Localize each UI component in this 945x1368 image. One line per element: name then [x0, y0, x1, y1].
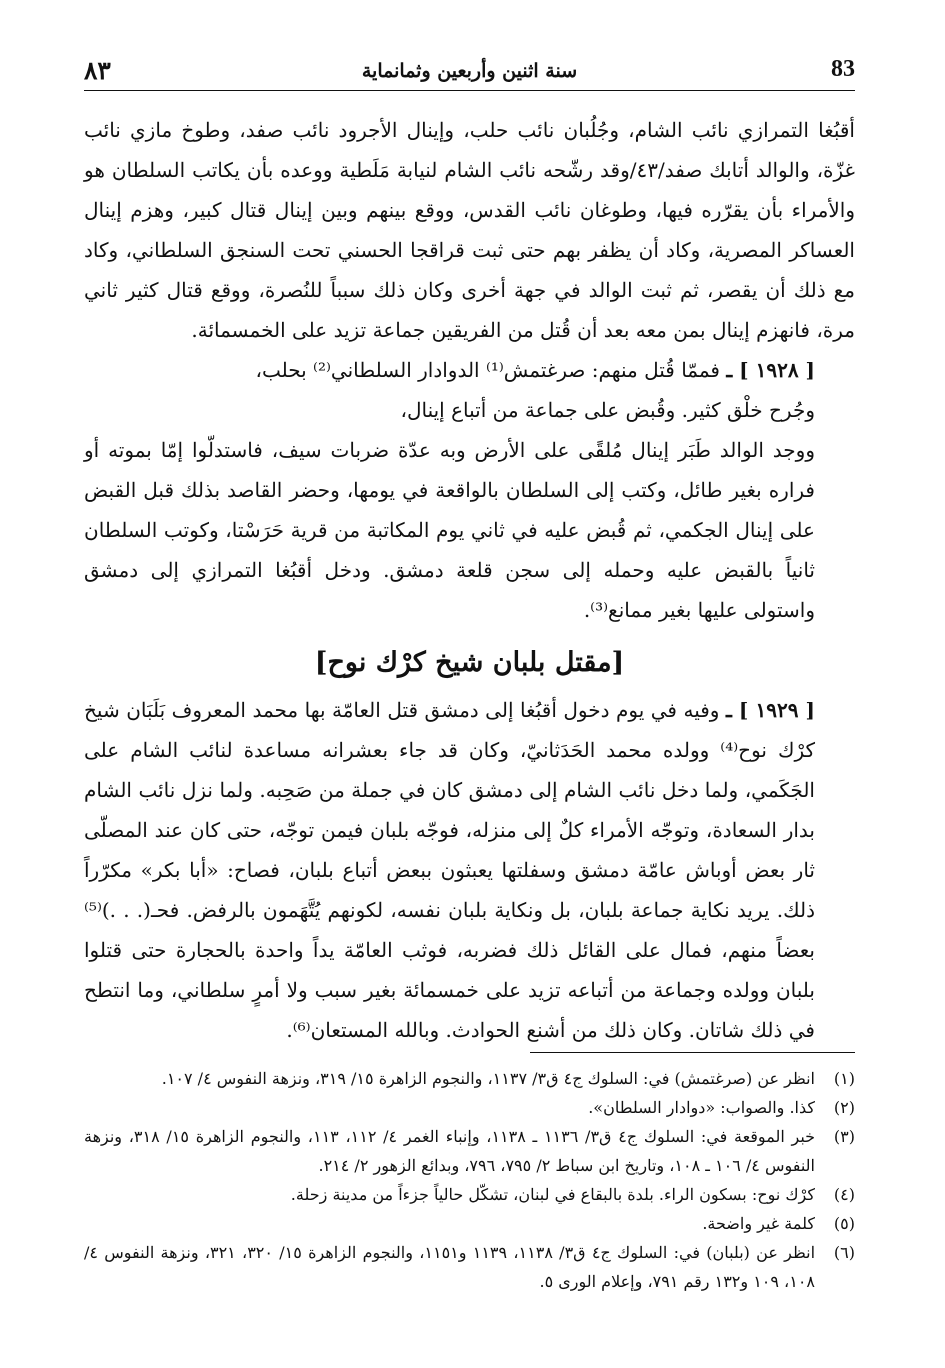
footnote-number: (٥) [833, 1214, 855, 1233]
footnote-text: خبر الموقعة في: السلوك ج٤ ق٣/ ١١٣٦ ـ ١١٣٨، وإنباء الغمر ٤/ ١١٢، ١١٣، والنجوم الزاهرة ١٥/ ٣١٨، ونزهة النفوس ٤/ ١٠٦ ـ ١٠٨، وتاريخ ابن سباط ٢/ ٧٩٥، ٧٩٦، وبدائع الزهور ٢/ ٢١٤. [84, 1127, 816, 1175]
footnotes [84, 1064, 855, 1296]
footnote [84, 1122, 855, 1180]
item-1928-line1 [84, 350, 855, 390]
item-number: [ ١٩٢٨ ] ـ [726, 358, 815, 382]
footnote [84, 1238, 855, 1296]
footnote-rule [530, 1052, 855, 1053]
footnote-text: كلمة غير واضحة. [702, 1214, 815, 1233]
footnote-text: كذا. والصواب: «دوادار السلطان». [588, 1098, 815, 1117]
footnote-number: (٤) [833, 1185, 855, 1204]
footnote-number: (٢) [833, 1098, 855, 1117]
footnote [84, 1180, 855, 1209]
main-text [84, 110, 855, 1050]
item-1929 [84, 690, 855, 1050]
page-header [84, 54, 855, 90]
footnote [84, 1064, 855, 1093]
footnote-number: (٦) [833, 1243, 855, 1262]
footnote-text: كرْك نوح: بسكون الراء. بلدة بالبقاع في لبنان، تشكّل حالياً جزءاً من مدينة زحلة. [290, 1185, 815, 1204]
footnote-number: (٣) [833, 1127, 855, 1146]
paragraph-intro: أقبُغا التمرازي نائب الشام، وجُلُبان نائب حلب، وإينال الأجرود نائب صفد، وطوخ مازي نائب غزّة، والوالد أتابك صفد/٤٣/وقد رشّحه نائب الشام لنيابة مَلَطية ووعده بأن يكاتب السلطان هو والأمراء بأن يقرّره فيها، وطوغان نائب القدس، ووقع بينهم وبين إينال قتال كبير، وهزم إينال العساكر المصرية، وكاد أن يظفر بهم حتى ثبت قراقجا الحسني تحت السنجق السلطاني، وكاد مع ذلك أن يقصر، ثم ثبت الوالد في جهة أخرى وكان ذلك سبباً للنُصرة، ووقع قتال كثير ثاني مرة، فانهزم إينال بمن معه بعد أن قُتل من الفريقين جماعة تزيد على الخمسمائة. [84, 118, 856, 342]
footnote [84, 1093, 855, 1122]
page-number-arabic: ٨٣ [84, 56, 111, 85]
item-text: فممّا قُتل منهم: صرغتمش⁽¹⁾ الدوادار السلطاني⁽²⁾ بحلب، [255, 358, 720, 382]
footnote-text: انظر عن (صرغتمش) في: السلوك ج٤ ق٣/ ١١٣٧، والنجوم الزاهرة ١٥/ ٣١٩، ونزهة النفوس ٤/ ١٠٧. [161, 1069, 815, 1088]
footnote [84, 1209, 855, 1238]
page-number-latin: 83 [831, 56, 855, 82]
footnote-number: (١) [833, 1069, 855, 1088]
item-number: [ ١٩٢٩ ] ـ [725, 698, 816, 722]
item-1928-line2: وجُرح خلْق كثير. وقُبض على جماعة من أتباع إينال، [400, 398, 815, 422]
section-heading: [مقتل بلبان شيخ كرْك نوح] [314, 647, 625, 678]
header-rule [84, 90, 855, 91]
item-1928-line3: ووجد الوالد طَبَر إينال مُلقًى على الأرض وبه عدّة ضربات سيف، فاستدلّوا إمّا بموته أو فراره بغير طائل، وكتب إلى السلطان بالواقعة في يومها، وحضر القاصد بذلك قبل القبض على إينال الجكمي، ثم قُبض عليه في ثاني يوم المكاتبة من قرية حَرَسْتا، وكوتب السلطان ثانياً بالقبض عليه وحمله إلى سجن قلعة دمشق. ودخل أقبُغا التمرازي إلى دمشق واستولى عليها بغير ممانع⁽³⁾. [84, 438, 815, 622]
item-text: وفيه في يوم دخول أقبُغا إلى دمشق قتل العامّة بها محمد المعروف بَلَبَان شيخ كرْك نوح⁽⁴⁾ وولده محمد الحَدَثانيّ، وكان قد جاء بعشرانه مساعدة لنائب الشام على الجَكَمي، ولما دخل نائب الشام إلى دمشق كان في جملة من صَحِبه. ولما نزل نائب الشام بدار السعادة، وتوجّه الأمراء كلٌ إلى منزله، فوجّه بلبان فيمن توجّه، حتى كان عند المصلّى ثار بعض أوباش عامّة دمشق وسفلتها يعبثون ببعض أتباع بلبان، فصاح: «أبا بكر» مكرّراً ذلك. يريد نكاية جماعة بلبان، بل ونكاية بلبان نفسه، لكونهم يُتَّهَمون بالرفض. فحـ(. . .)⁽⁵⁾ بعضاً منهم، فمال على القائل ذلك فضربه، فوثب العامّة يداً واحدة بالحجارة حتى قتلوا بلبان وولده وجماعة من أتباعه تزيد على خمسمائة بغير سبب ولا أمرٍ سلطاني، وما انتطح في ذلك شاتان. وكان ذلك من أشنع الحوادث. وبالله المستعان⁽⁶⁾. [84, 698, 815, 1042]
footnote-text: انظر عن (بلبان) في: السلوك ج٤ ق٣/ ١١٣٨، ١١٣٩ و١١٥١، والنجوم الزاهرة ١٥/ ٣٢٠، ٣٢١، ونزهة النفوس ٤/ ١٠٨، ١٠٩ و١٣٢ رقم ٧٩١، وإعلام الورى ٥. [84, 1243, 816, 1291]
running-title: سنة اثنين وأربعين وثمانماية [361, 60, 578, 82]
